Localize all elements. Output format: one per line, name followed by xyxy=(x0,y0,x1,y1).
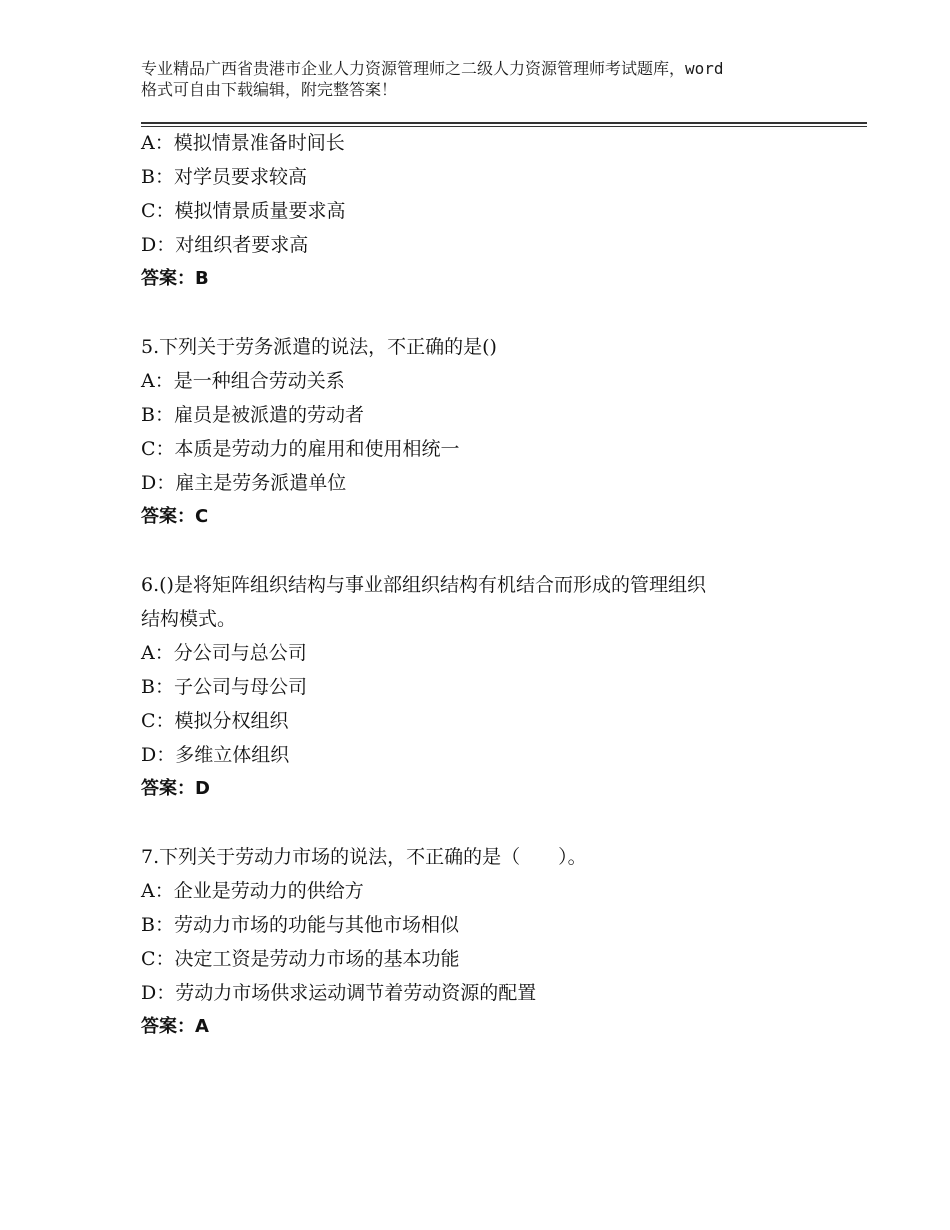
answer: 答案：D xyxy=(141,778,210,799)
answer: 答案：A xyxy=(141,1016,209,1037)
question-6 xyxy=(141,568,841,806)
option-d: D：雇主是劳务派遣单位 xyxy=(141,472,347,494)
option-b: B：对学员要求较高 xyxy=(141,166,307,188)
question-text: 7.下列关于劳动力市场的说法，不正确的是（ ）。 xyxy=(141,846,587,868)
option-b: B：雇员是被派遣的劳动者 xyxy=(141,404,364,426)
option-c: C：决定工资是劳动力市场的基本功能 xyxy=(141,948,460,970)
option-c: C：模拟情景质量要求高 xyxy=(141,200,346,222)
option-a: A：模拟情景准备时间长 xyxy=(141,132,345,154)
question-5 xyxy=(141,330,841,534)
spacer xyxy=(141,296,841,330)
question-4 xyxy=(141,126,841,296)
header-line-1: 专业精品广西省贵港市企业人力资源管理师之二级人力资源管理师考试题库，word xyxy=(141,59,724,78)
option-a: A：分公司与总公司 xyxy=(141,642,307,664)
spacer xyxy=(141,534,841,568)
option-c: C：模拟分权组织 xyxy=(141,710,289,732)
question-text-line-2: 结构模式。 xyxy=(141,608,237,630)
option-d: D：对组织者要求高 xyxy=(141,234,309,256)
option-d: D：多维立体组织 xyxy=(141,744,290,766)
header-line-2: 格式可自由下载编辑，附完整答案！ xyxy=(141,80,398,99)
option-b: B：子公司与母公司 xyxy=(141,676,307,698)
spacer xyxy=(141,806,841,840)
question-list xyxy=(141,126,841,1044)
option-a: A：企业是劳动力的供给方 xyxy=(141,880,364,902)
question-7 xyxy=(141,840,841,1044)
option-b: B：劳动力市场的功能与其他市场相似 xyxy=(141,914,459,936)
option-a: A：是一种组合劳动关系 xyxy=(141,370,345,392)
header-divider-thick xyxy=(141,122,867,124)
option-c: C：本质是劳动力的雇用和使用相统一 xyxy=(141,438,460,460)
option-d: D：劳动力市场供求运动调节着劳动资源的配置 xyxy=(141,982,537,1004)
answer: 答案：C xyxy=(141,506,209,527)
question-text: 5.下列关于劳务派遣的说法，不正确的是() xyxy=(141,336,497,358)
document-header xyxy=(141,58,841,100)
answer: 答案：B xyxy=(141,268,209,289)
question-text-line-1: 6.()是将矩阵组织结构与事业部组织结构有机结合而形成的管理组织 xyxy=(141,574,706,596)
